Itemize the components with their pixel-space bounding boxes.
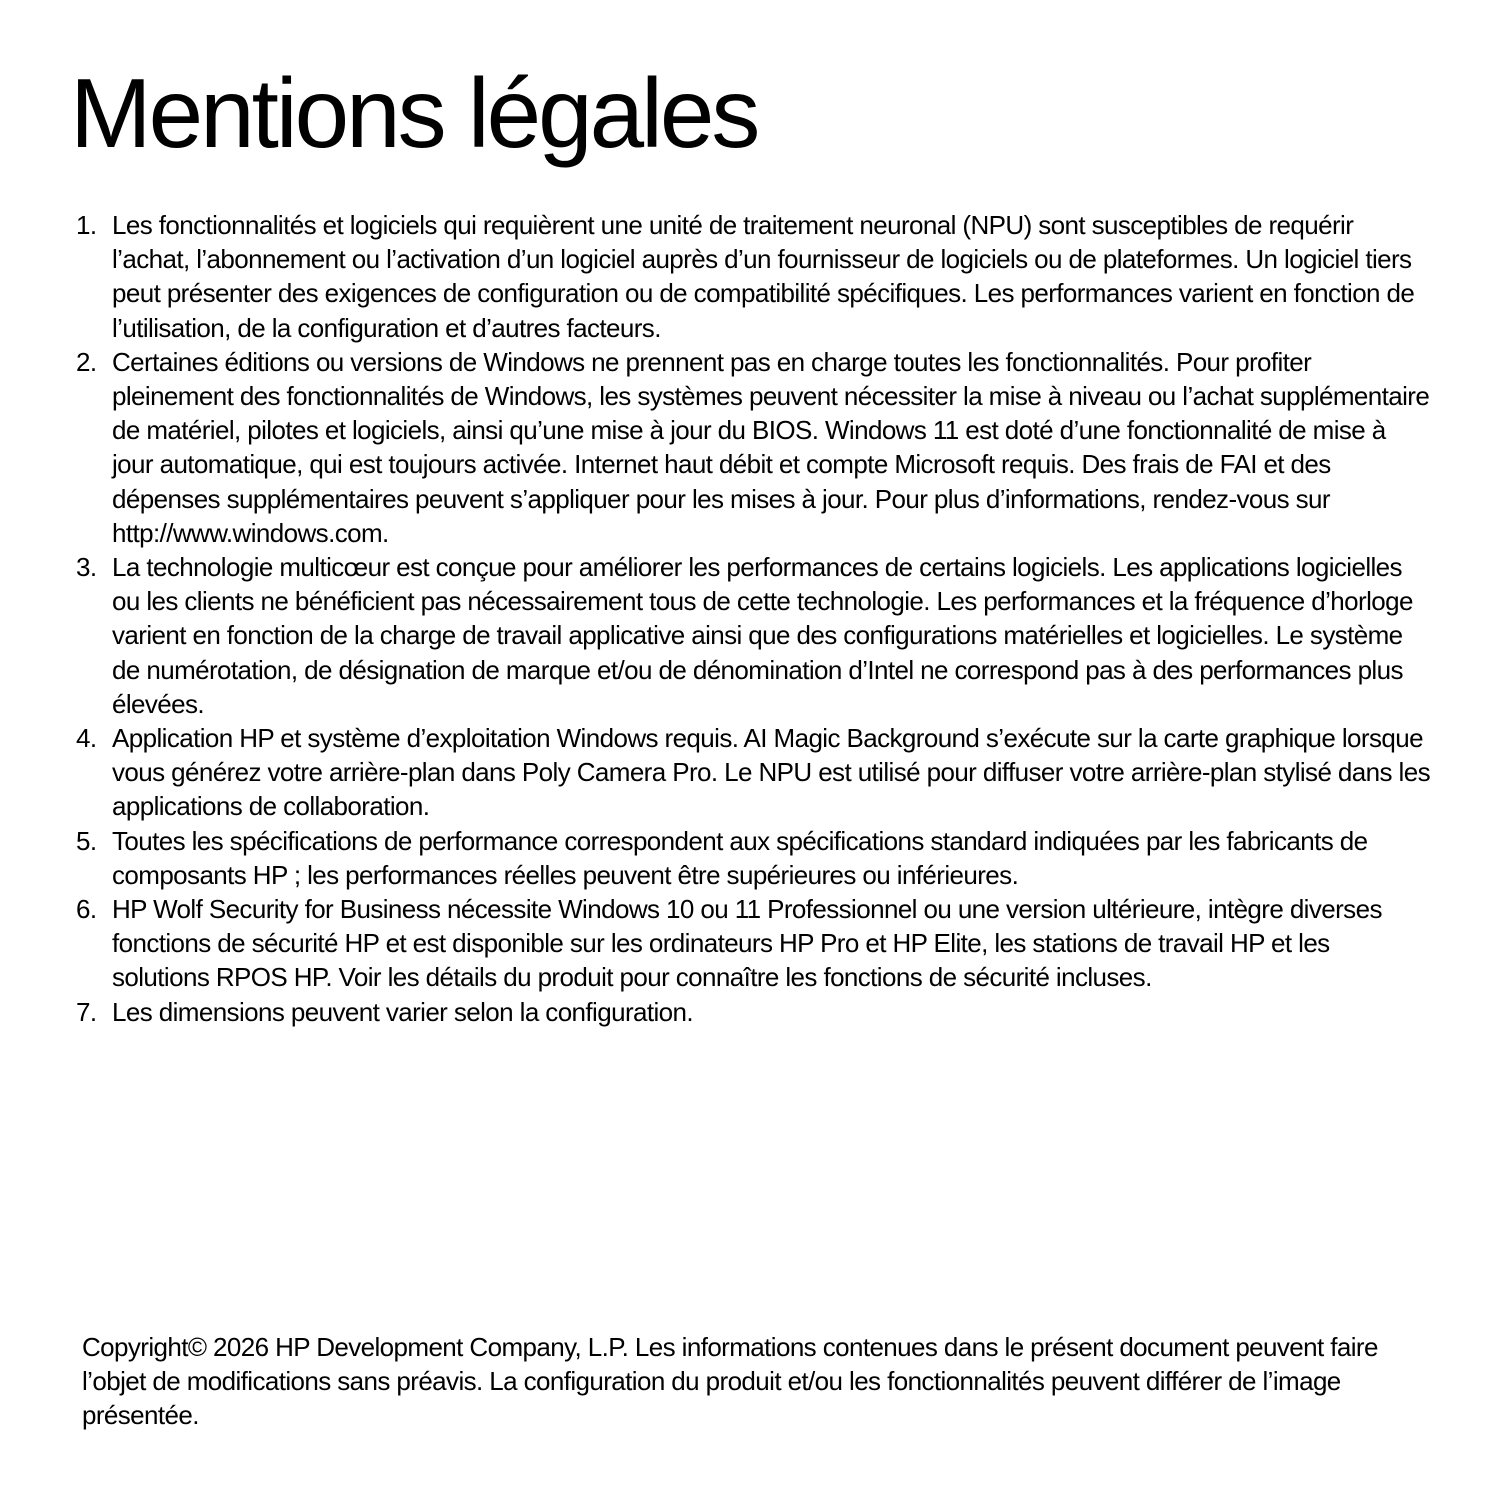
note-text: Les dimensions peuvent varier selon la configuration. xyxy=(112,996,694,1027)
legal-notes-list xyxy=(0,208,1500,1029)
note-number: 2. xyxy=(76,346,97,377)
legal-note-1 xyxy=(0,208,1430,345)
note-text: La technologie multicœur est conçue pour améliorer les performances de certains logiciels. Les applications logicielles ou les clients ne bénéficient pas nécessairement tous de cette technologie. Les performances et la fréquence d’horloge varient en fonction de la charge de travail applicative ainsi que des configurations matérielles et logicielles. Le système de numérotation, de désignation de marque et/ou de dénomination d’Intel ne correspond pas à des performances plus élevées. xyxy=(112,552,1413,719)
note-text: Toutes les spécifications de performance correspondent aux spécifications standard indiquées par les fabricants de composants HP ; les performances réelles peuvent être supérieures ou inférieures. xyxy=(112,825,1368,890)
copyright-notice: Copyright© 2026 HP Development Company, L.P. Les informations contenues dans le présent document peuvent faire l’objet de modifications sans préavis. La configuration du produit et/ou les fonctionnalités peuvent différer de l’image présentée. xyxy=(82,1332,1378,1430)
note-number: 4. xyxy=(76,723,97,754)
note-number: 5. xyxy=(76,825,97,856)
page-title: Mentions légales xyxy=(70,58,758,168)
note-text: Application HP et système d’exploitation Windows requis. AI Magic Background s’exécute sur la carte graphique lorsque vous générez votre arrière-plan dans Poly Camera Pro. Le NPU est utilisé pour diffuser votre arrière-plan stylisé dans les applications de collaboration. xyxy=(112,723,1430,822)
note-number: 3. xyxy=(76,552,97,583)
note-number: 7. xyxy=(76,996,97,1027)
note-text: HP Wolf Security for Business nécessite Windows 10 ou 11 Professionnel ou une version ultérieure, intègre diverses fonctions de sécurité HP et est disponible sur les ordinateurs HP Pro et HP Elite, les stations de travail HP et les solutions RPOS HP. Voir les détails du produit pour connaître les fonctions de sécurité incluses. xyxy=(112,894,1382,993)
legal-note-3 xyxy=(0,550,1430,721)
note-number: 6. xyxy=(76,894,97,925)
note-text: Les fonctionnalités et logiciels qui requièrent une unité de traitement neuronal (NPU) sont susceptibles de requérir l’achat, l’abonnement ou l’activation d’un logiciel auprès d’un fournisseur de logiciels ou de plateformes. Un logiciel tiers peut présenter des exigences de configuration ou de compatibilité spécifiques. Les performances varient en fonction de l’utilisation, de la configuration et d’autres facteurs. xyxy=(112,210,1415,343)
legal-note-5 xyxy=(0,824,1430,892)
legal-note-6 xyxy=(0,892,1430,995)
note-text: Certaines éditions ou versions de Windows ne prennent pas en charge toutes les fonctionnalités. Pour profiter pleinement des fonctionnalités de Windows, les systèmes peuvent nécessiter la mise à niveau ou l’achat supplémentaire de matériel, pilotes et logiciels, ainsi qu’une mise à jour du BIOS. Windows 11 est doté d’une fonctionnalité de mise à jour automatique, qui est toujours activée. Internet haut débit et compte Microsoft requis. Des frais de FAI et des dépenses supplémentaires peuvent s’appliquer pour les mises à jour. Pour plus d’informations, rendez-vous sur http://www.windows.com. xyxy=(112,346,1430,548)
legal-note-2 xyxy=(0,345,1430,550)
legal-note-4 xyxy=(0,721,1430,824)
note-number: 1. xyxy=(76,210,97,240)
legal-note-7 xyxy=(0,995,1430,1029)
